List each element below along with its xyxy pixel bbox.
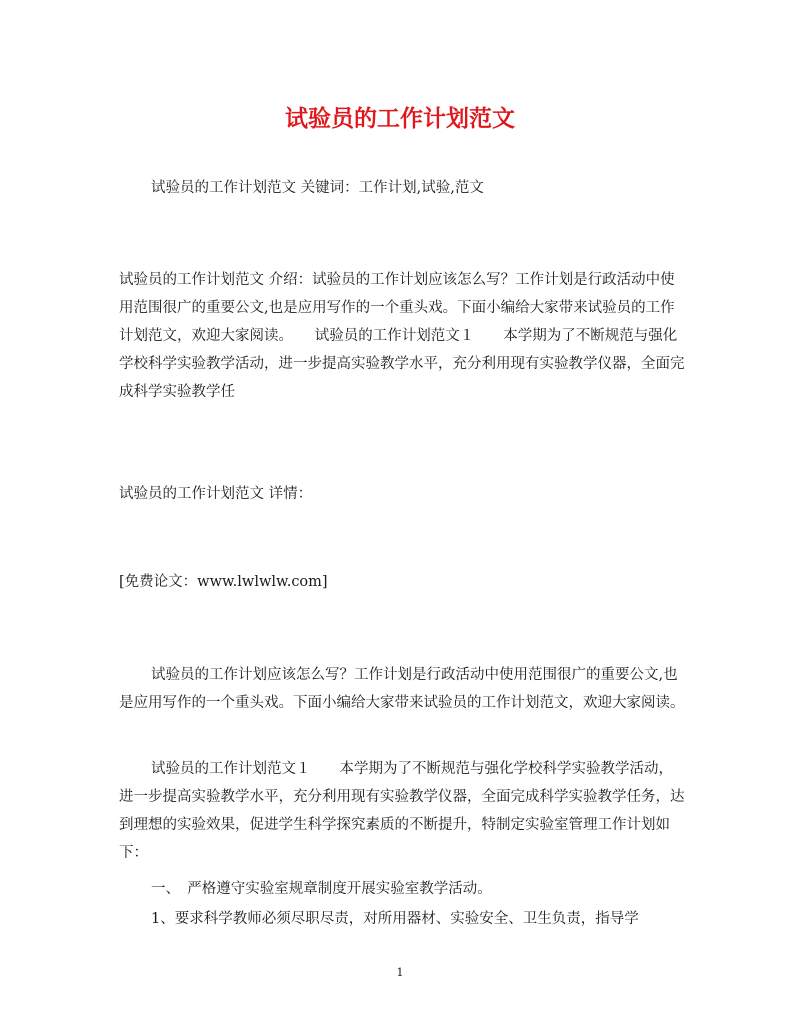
page-title: 试验员的工作计划范文 <box>285 105 515 132</box>
body-paragraph: 1、要求科学教师必须尽职尽责，对所用器材、实验安全、卫生负责，指导学 <box>151 911 639 927</box>
intro-paragraph: 试验员的工作计划范文 介绍：试验员的工作计划应该怎么写？工作计划是行政活动中使用范围很广的重要公文,也是应用写作的一个重头戏。下面小编给大家带来试验员的工作计划范文，欢迎大家阅读。 试验员的工作计划范文１ 本学期为了不断规范与强化学校科学实验教学活动，进一步提高实验教学水平，充分利用现有实验教学仪器，全面完成科学实验教学任 <box>119 272 685 400</box>
keywords-line: 试验员的工作计划范文 关键词：工作计划,试验,范文 <box>151 180 484 196</box>
details-label: 试验员的工作计划范文 详情： <box>119 486 313 502</box>
body-paragraph: 试验员的工作计划应该怎么写？工作计划是行政活动中使用范围很广的重要公文,也是应用写作的一个重头戏。下面小编给大家带来试验员的工作计划范文，欢迎大家阅读。 <box>119 667 685 711</box>
section-heading: 一、 严格遵守实验室规章制度开展实验室教学活动。 <box>151 881 492 897</box>
page-number: 1 <box>396 966 404 979</box>
source-tag: [免费论文：www.lwlwlw.com] <box>119 574 328 590</box>
body-paragraph: 试验员的工作计划范文１ 本学期为了不断规范与强化学校科学实验教学活动，进一步提高实验教学水平，充分利用现有实验教学仪器，全面完成科学实验教学任务，达到理想的实验效果，促进学生科学探究素质的不断提升，特制定实验室管理工作计划如下： <box>119 761 685 861</box>
